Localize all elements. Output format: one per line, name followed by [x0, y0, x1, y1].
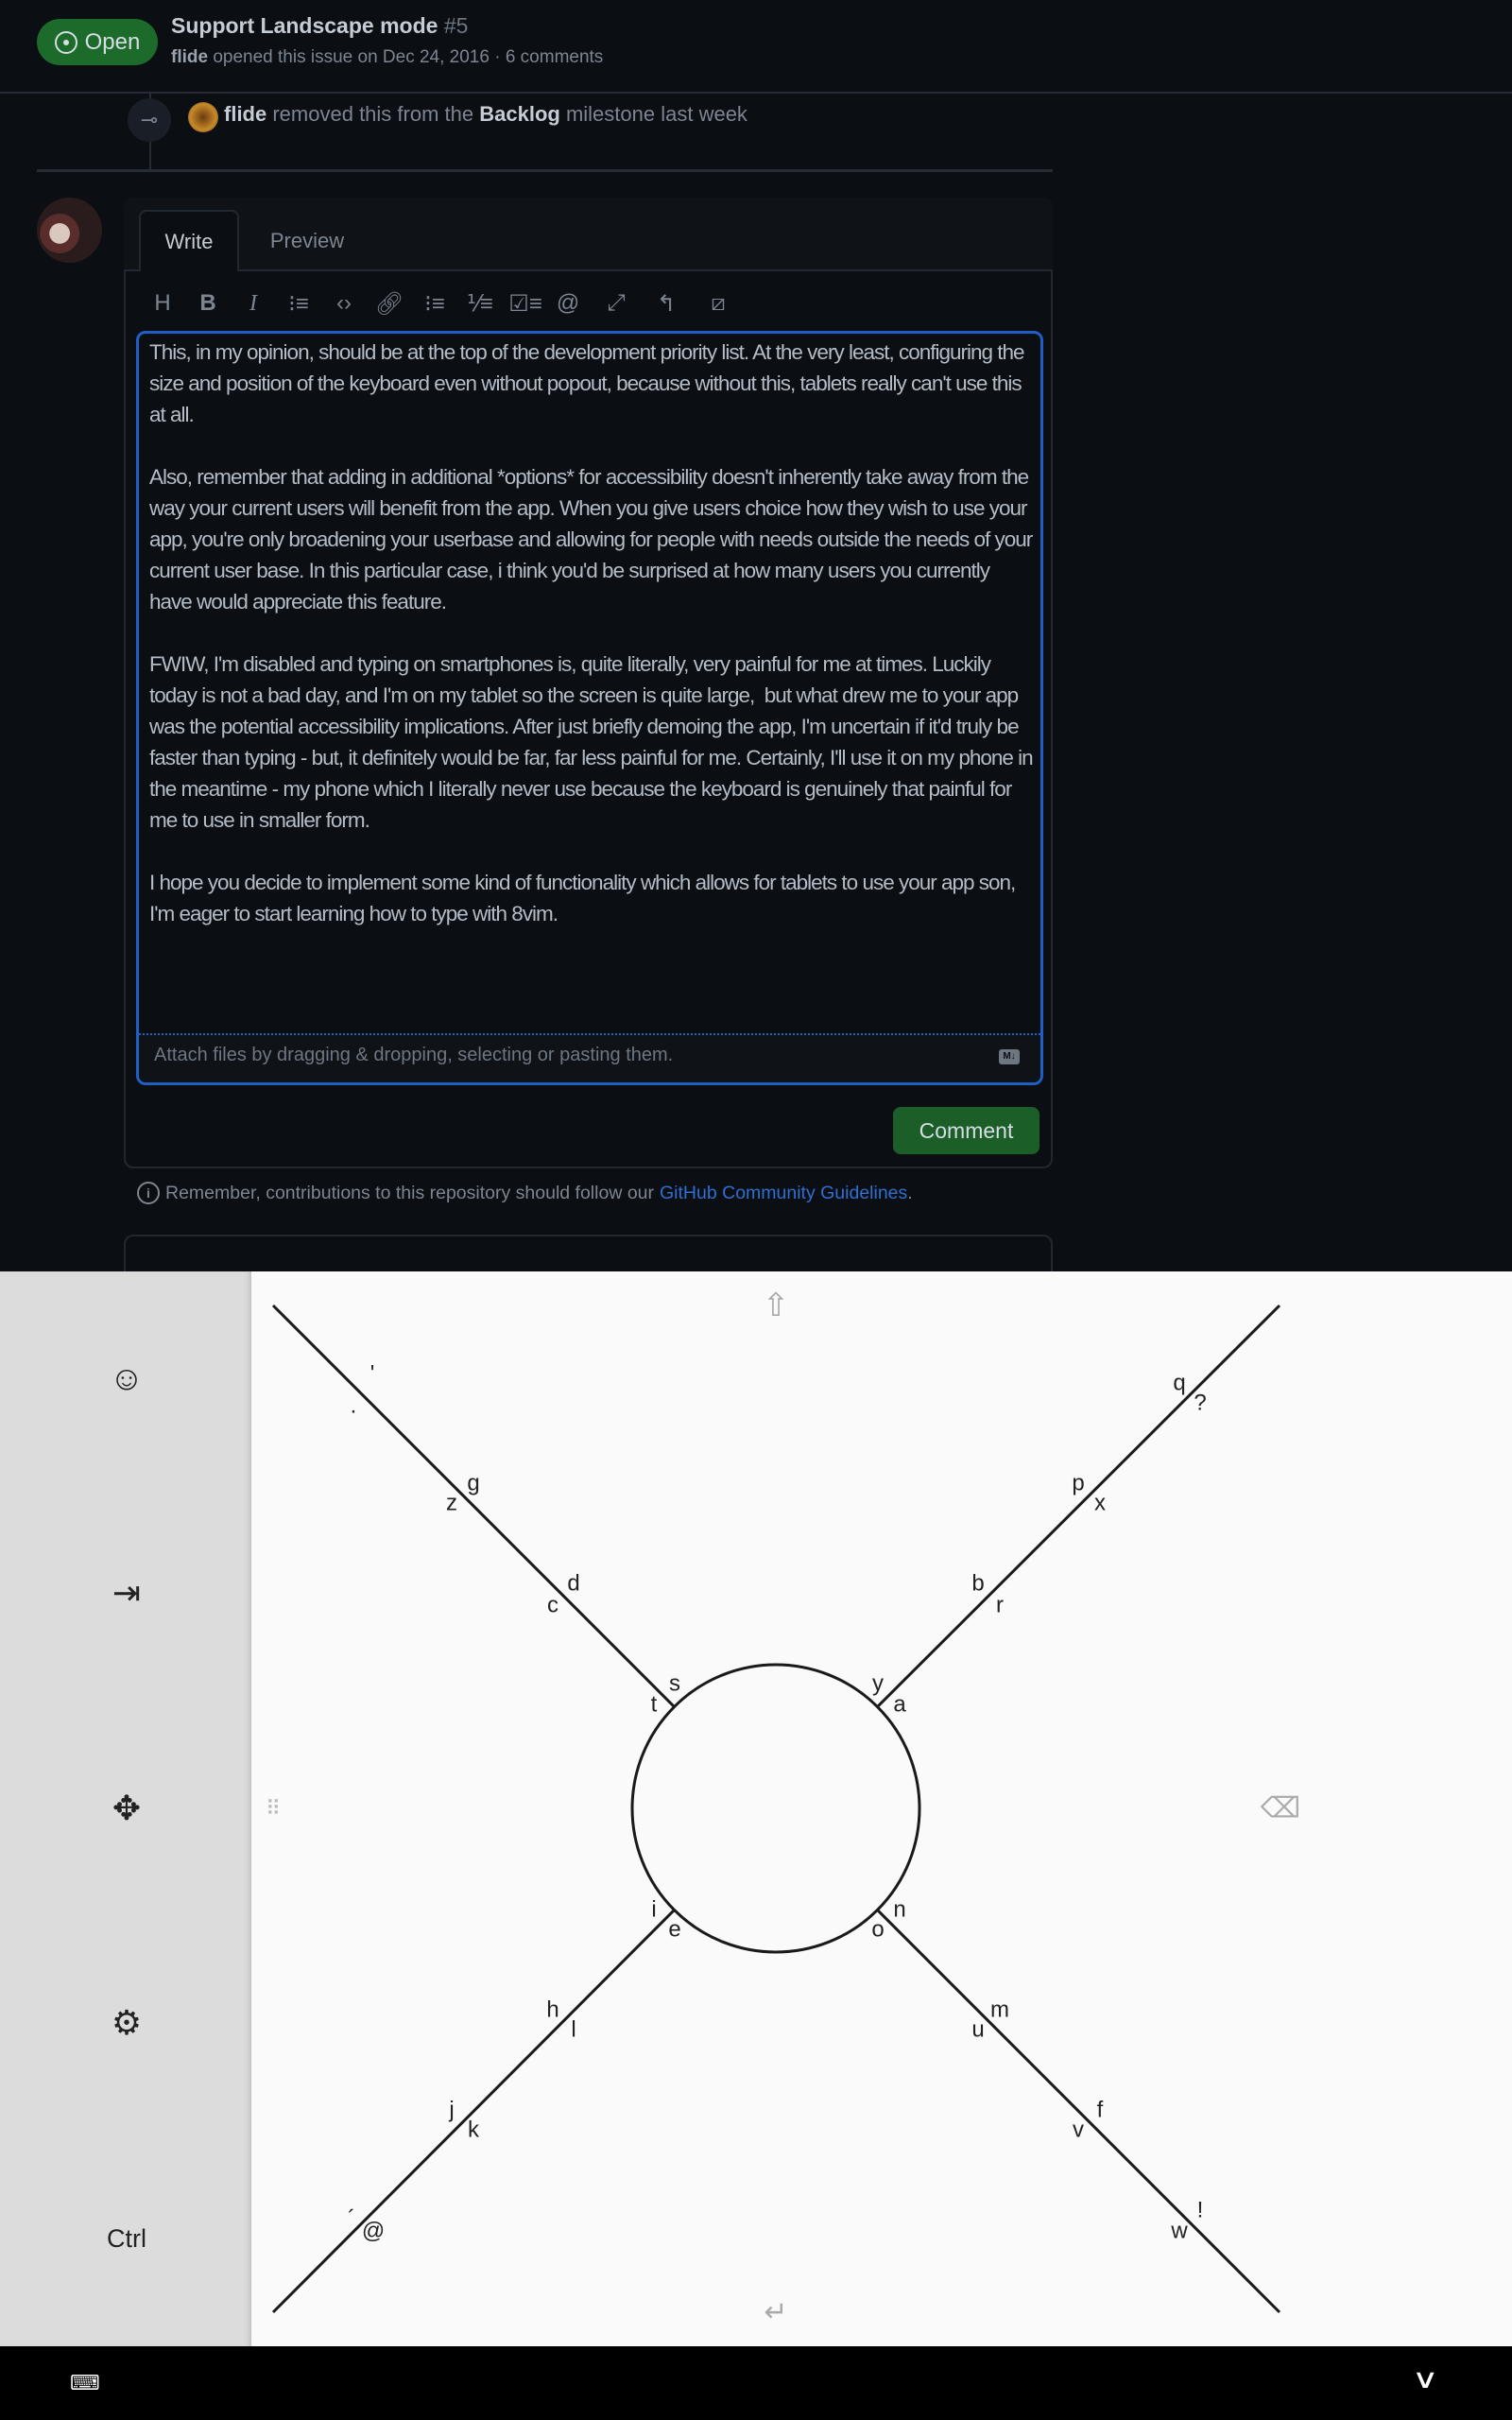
line-down-right	[877, 1910, 1280, 2312]
key-letter: n	[893, 1896, 906, 1923]
key-letter: w	[1171, 2218, 1188, 2244]
guidelines-text: Remember, contributions to this repository should follow our	[165, 1182, 654, 1203]
numbered-list-icon[interactable]: ⅟≡	[467, 290, 493, 317]
key-letter: .	[350, 1392, 357, 1419]
backspace-icon: ⌫	[1260, 1792, 1301, 1824]
key-letter: v	[1073, 2117, 1084, 2143]
info-icon: i	[137, 1182, 160, 1204]
key-letter: h	[546, 1996, 559, 2023]
key-letter: t	[650, 1691, 658, 1718]
issue-title	[171, 13, 468, 39]
attach-hint: Attach files by dragging & dropping, selecting or pasting them.	[154, 1045, 674, 1065]
quote-icon[interactable]: ⁝≡	[288, 290, 309, 317]
key-letter: x	[1094, 1490, 1106, 1516]
slash-command-icon[interactable]: ⧄	[711, 290, 726, 316]
key-letter: p	[1072, 1470, 1085, 1496]
key-letter: i	[651, 1896, 657, 1923]
enter-icon: ↵	[764, 2296, 788, 2328]
tab-write[interactable]: Write	[139, 210, 239, 271]
move-icon[interactable]: ✥	[112, 1789, 142, 1827]
key-letter: f	[1096, 2097, 1104, 2123]
key-letter: j	[449, 2097, 455, 2123]
issue-open-icon	[55, 31, 77, 54]
issue-meta	[171, 47, 603, 68]
key-letter: ?	[1194, 1390, 1207, 1416]
guidelines-note	[137, 1182, 913, 1204]
event-user[interactable]: flide	[224, 102, 267, 126]
markdown-icon[interactable]: M↓	[999, 1049, 1020, 1064]
key-letter: c	[547, 1592, 558, 1618]
mention-icon[interactable]: @	[556, 290, 580, 316]
key-letter: u	[971, 2016, 985, 2043]
community-guidelines-link[interactable]: GitHub Community Guidelines	[660, 1182, 908, 1203]
key-letter: y	[872, 1670, 884, 1697]
key-letter: q	[1173, 1370, 1186, 1396]
keyboard-switch-icon[interactable]: ⌨	[70, 2371, 100, 2394]
settings-gear-icon[interactable]: ⚙	[111, 2003, 143, 2042]
key-letter: b	[971, 1570, 985, 1597]
code-icon[interactable]: ‹›	[336, 290, 352, 316]
key-letter: ´	[348, 2205, 355, 2232]
task-list-icon[interactable]: ☑≡	[508, 290, 542, 317]
comment-button[interactable]: Comment	[893, 1107, 1040, 1154]
center-circle	[632, 1665, 919, 1952]
milestone-link[interactable]: Backlog	[479, 102, 560, 126]
event-text-after: milestone last week	[565, 102, 747, 126]
status-label: Open	[84, 28, 141, 55]
emoji-icon[interactable]: ☺	[109, 1358, 145, 1397]
key-letter: l	[571, 2016, 576, 2043]
key-letter: g	[467, 1470, 480, 1496]
issue-number: #5	[443, 13, 469, 38]
reference-icon[interactable]: ⤢	[607, 290, 626, 316]
key-letter: d	[567, 1570, 580, 1597]
shift-icon: ⇧	[762, 1288, 790, 1323]
keyboard-sidebar	[0, 1271, 251, 2346]
line-down-left	[273, 1910, 675, 2312]
comment-body[interactable]: This, in my opinion, should be at the top of the development priority list. At the very least, configuring the size and position of the keyboard even without popout, because without this, tablets really can't use this at all. Also, remember that adding in additional *options* for accessibility doesn't inherently take away from the way your current users will benefit from the app. When you give users choice how they wish to use your app, you're only broadening your userbase and allowing for people with needs outside the needs of your current user base. In this particular case, i think you'd be surprised at how many users you currently have would appreciate this feature. FWIW, I'm disabled and typing on smartphones is, quite literally, very painful for me at times. Luckily today is not a bad day, and I'm on my tablet so the screen is quite large, but what drew me to your app was the potential accessibility implications. After just briefly demoing the app, I'm uncertain if it'd truly be faster than typing - but, it definitely would be far, far less painful for me. Certainly, I'll use it on my phone in the meantime - my phone which I literally never use because the keyboard is genuinely that painful for me to use in smaller form. I hope you decide to implement some kind of functionality which allows for tablets to use your app son, I'm eager to start learning how to type with 8vim.	[149, 340, 1033, 925]
event-text: removed this from the	[272, 102, 474, 126]
drag-handle-icon: ⠿	[265, 1796, 282, 1821]
bulleted-list-icon[interactable]: ⁝≡	[424, 290, 445, 317]
issue-status-badge	[37, 19, 158, 65]
line-up-left	[273, 1305, 675, 1707]
tab-preview[interactable]: Preview	[269, 228, 345, 252]
timeline-event	[224, 102, 747, 127]
guidelines-period: .	[907, 1182, 913, 1203]
meta-text: opened this issue on Dec 24, 2016 · 6 comments	[213, 47, 604, 67]
key-letter: !	[1196, 2197, 1204, 2223]
key-letter: m	[990, 1996, 1009, 2023]
line-up-right	[877, 1305, 1280, 1707]
key-letter: @	[361, 2218, 386, 2244]
user-avatar[interactable]	[188, 102, 218, 132]
ctrl-key[interactable]: Ctrl	[107, 2223, 146, 2253]
key-letter: k	[468, 2117, 479, 2143]
key-letter: '	[369, 1360, 375, 1387]
milestone-icon: ⊸	[128, 98, 171, 142]
key-letter: z	[446, 1490, 457, 1516]
attach-files-bar[interactable]	[139, 1033, 1040, 1082]
key-letter: s	[669, 1670, 680, 1697]
reply-icon[interactable]: ↰	[656, 290, 677, 317]
link-icon[interactable]: 🔗︎	[374, 290, 404, 317]
keyboard-canvas[interactable]	[251, 1271, 1512, 2346]
key-letter: e	[668, 1916, 681, 1943]
navigation-bar	[0, 2346, 1512, 2420]
author-link[interactable]: flide	[171, 47, 209, 67]
key-letter: o	[871, 1916, 885, 1943]
italic-icon[interactable]: I	[249, 290, 257, 316]
key-letter: a	[893, 1691, 906, 1718]
hide-keyboard-chevron-icon[interactable]: ∨	[1411, 2364, 1439, 2394]
tab-icon[interactable]: ⇥	[112, 1573, 142, 1612]
heading-icon[interactable]: H	[154, 290, 171, 316]
bold-icon[interactable]: B	[199, 290, 216, 316]
key-letter: r	[996, 1592, 1004, 1618]
title-text: Support Landscape mode	[171, 13, 438, 38]
8vim-keyboard[interactable]	[251, 1271, 1512, 2346]
current-user-avatar[interactable]	[37, 198, 102, 263]
header-divider	[0, 92, 1512, 94]
timeline-divider	[37, 169, 1053, 172]
